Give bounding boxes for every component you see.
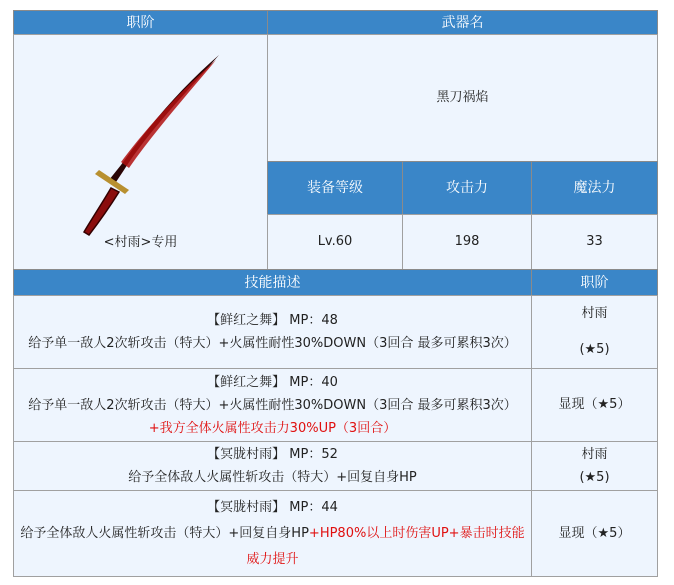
skill-row-4-desc <box>13 490 532 577</box>
weapon-name-header-label: 武器名 <box>441 14 484 31</box>
skill-title: 【冥胧村雨】 MP：44 <box>207 499 338 515</box>
class-header <box>13 10 268 35</box>
level-value-text: Lv.60 <box>317 234 353 249</box>
skill-row-1-class <box>531 295 658 369</box>
attack-value <box>402 214 532 270</box>
skill-desc-text: 给予单一敌人2次斩攻击（特大）+火属性耐性30%DOWN（3回合 最多可累积3次） <box>28 397 517 413</box>
skill-class-line1: 村雨 <box>581 306 608 321</box>
skill-class-line1: 显现（★5） <box>558 525 631 541</box>
skill-row-2-desc <box>13 368 532 442</box>
weapon-name-cell <box>267 34 658 162</box>
skill-desc <box>28 332 517 355</box>
skill-row-3-class <box>531 441 658 491</box>
magic-value-text: 33 <box>586 234 603 249</box>
attack-header <box>402 161 532 215</box>
skill-desc <box>18 521 527 573</box>
level-value <box>267 214 403 270</box>
magic-header <box>531 161 658 215</box>
attack-header-label: 攻击力 <box>446 180 488 196</box>
weapon-image-cell <box>13 34 268 270</box>
magic-header-label: 魔法力 <box>573 180 616 196</box>
skill-row-1-desc <box>13 295 532 369</box>
skill-class-line2: (★5) <box>579 342 610 357</box>
skill-desc <box>22 394 523 440</box>
skill-title: 【鲜红之舞】 MP：48 <box>207 313 338 328</box>
class-header-label: 职阶 <box>126 14 155 31</box>
skill-extra-text: +我方全体火属性攻击力30%UP（3回合） <box>148 420 397 436</box>
skill-class-header-label: 职阶 <box>580 274 609 291</box>
skill-title: 【冥胧村雨】 MP：52 <box>207 447 338 462</box>
skill-class-line1: 显现（★5） <box>558 397 631 412</box>
skill-class-line2: (★5) <box>579 470 610 485</box>
magic-value <box>531 214 658 270</box>
weapon-name: 黑刀祸焰 <box>436 90 489 105</box>
skill-row-4-class <box>531 490 658 577</box>
skill-desc-header <box>13 269 532 296</box>
skill-row-3-desc <box>13 441 532 491</box>
katana-icon <box>69 50 239 240</box>
skill-desc-header-label: 技能描述 <box>244 274 301 291</box>
skill-extra-text: +HP80%以上时伤害UP+暴击时技能威力提升 <box>246 525 525 567</box>
skill-desc: 给予全体敌人火属性斩攻击（特大）+回复自身HP <box>128 470 417 485</box>
level-header <box>267 161 403 215</box>
exclusive-label: <村雨>专用 <box>103 235 178 250</box>
skill-desc-text: 给予全体敌人火属性斩攻击（特大）+回复自身HP <box>20 525 309 541</box>
skill-row-2-class <box>531 368 658 442</box>
skill-desc-text: 给予单一敌人2次斩攻击（特大）+火属性耐性30%DOWN（3回合 最多可累积3次） <box>28 336 517 351</box>
level-header-label: 装备等级 <box>307 180 363 196</box>
skill-class-line1: 村雨 <box>581 447 608 462</box>
attack-value-text: 198 <box>454 234 480 249</box>
skill-title: 【鲜红之舞】 MP：40 <box>207 374 338 390</box>
weapon-name-header <box>267 10 658 35</box>
skill-class-header <box>531 269 658 296</box>
